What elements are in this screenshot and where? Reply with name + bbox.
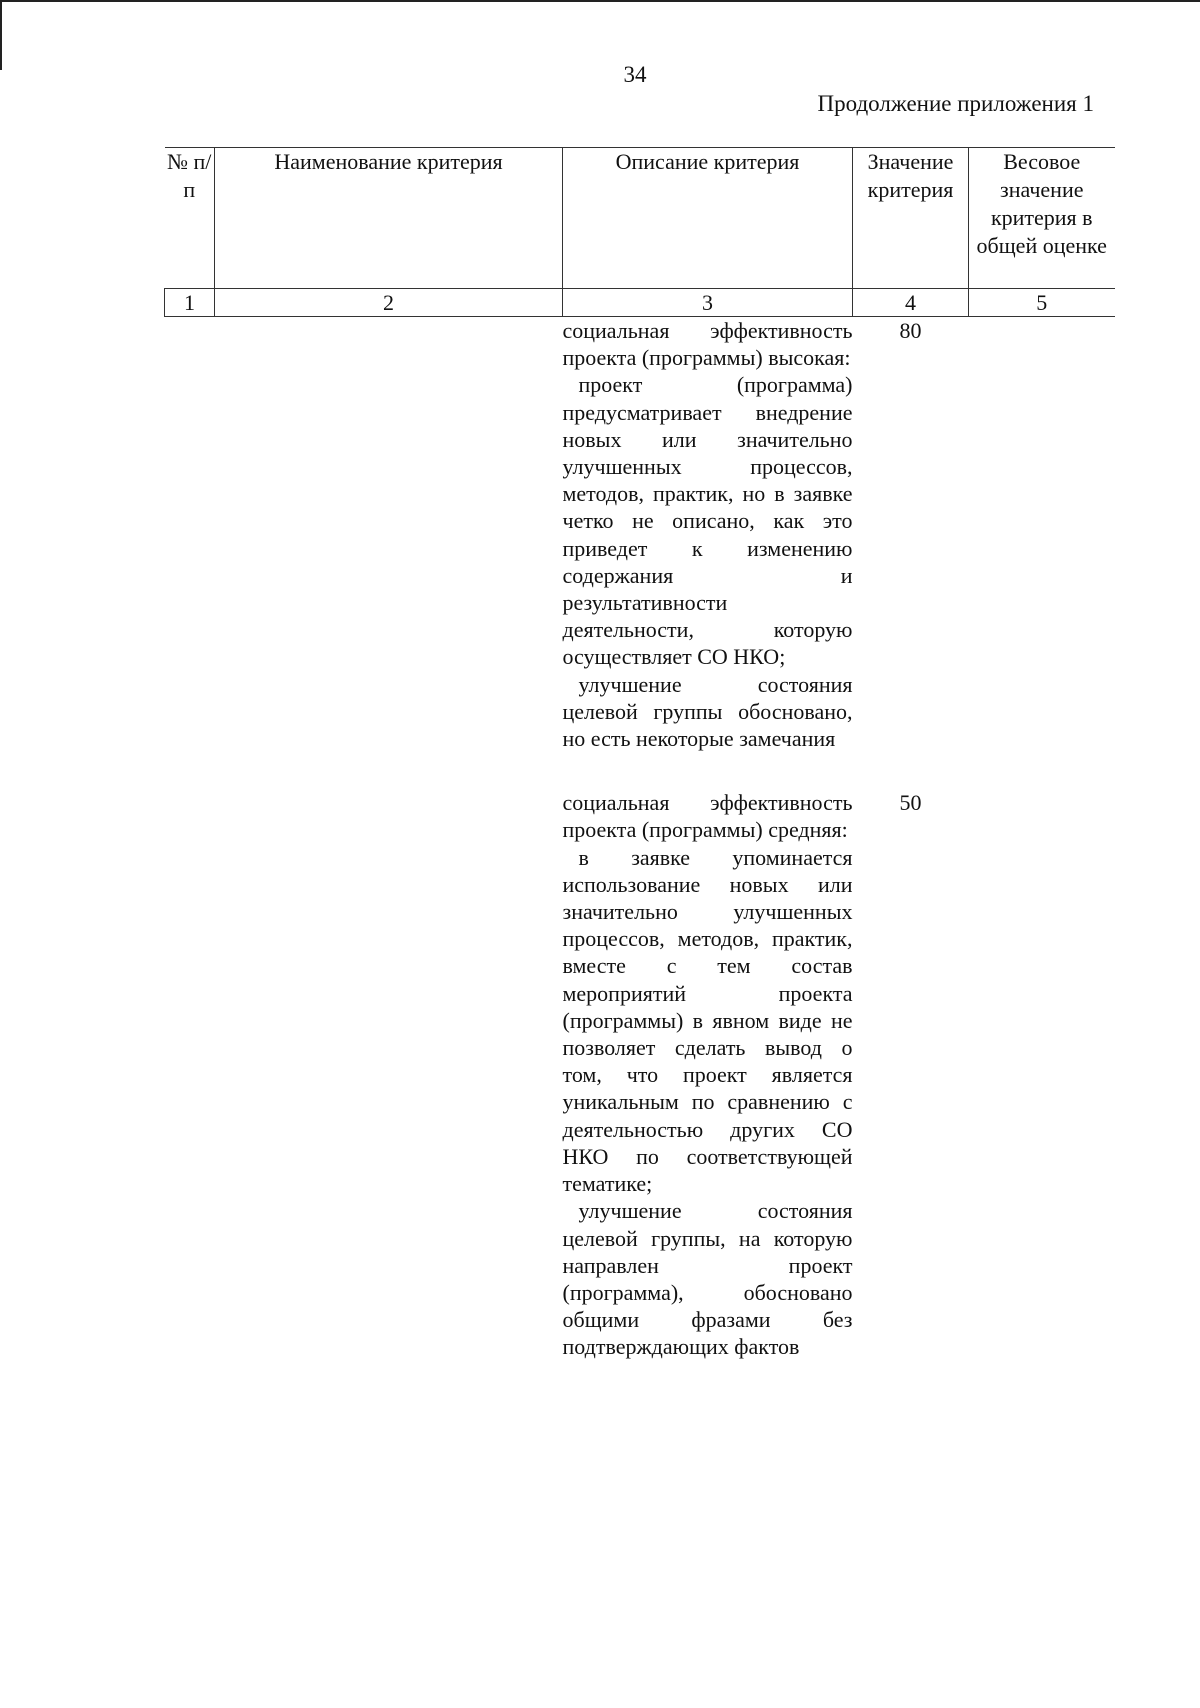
header-criterion-name: Наименование критерия xyxy=(215,148,563,289)
column-number: 1 xyxy=(165,289,215,317)
description-paragraph: проект (программа) предусматривает внедрение новых или значительно улучшенных процессов, методов, практик, но в заявке четко не описано, как это приведет к изменению содержания и результативности деятельности, которую осуществляет СО НКО; xyxy=(562,372,853,670)
cell-number xyxy=(165,317,215,1398)
cell-value xyxy=(853,317,969,1398)
scan-border-top xyxy=(0,0,1200,2)
description-block-medium xyxy=(563,789,853,1360)
cell-criterion-name xyxy=(215,317,563,1398)
header-number: № п/п xyxy=(165,148,215,289)
column-number: 2 xyxy=(215,289,563,317)
column-number: 5 xyxy=(969,289,1115,317)
continuation-label: Продолжение приложения 1 xyxy=(817,91,1094,116)
header-weight: Весовое значение критерия в общей оценке xyxy=(969,148,1115,289)
cell-weight xyxy=(969,317,1115,1398)
description-block-high xyxy=(563,317,853,752)
table-row xyxy=(165,317,1115,1398)
column-number: 3 xyxy=(563,289,853,317)
description-paragraph: в заявке упоминается использование новых или значительно улучшенных процессов, методов, практик, вместе с тем состав мероприятий проекта (программы) в явном виде не позволяет сделать вывод о том, что проект является уникальным по сравнению с деятельностью других СО НКО по соответствующей тематике; xyxy=(562,844,853,1197)
description-paragraph: социальная эффективность проекта (программы) средняя: xyxy=(562,790,853,843)
header-criterion-value: Значение критерия xyxy=(853,148,969,289)
column-number: 4 xyxy=(853,289,969,317)
criterion-value-medium: 50 xyxy=(899,790,922,816)
column-number-row xyxy=(165,289,1115,317)
criteria-table xyxy=(164,147,1115,1398)
criterion-value-high: 80 xyxy=(899,318,922,343)
description-paragraph: улучшение состояния целевой группы обосновано, но есть некоторые замечания xyxy=(562,671,853,752)
scan-border-left xyxy=(0,0,2,70)
description-paragraph: улучшение состояния целевой группы, на которую направлен проект (программа), обосновано общими фразами без подтверждающих фактов xyxy=(562,1198,853,1360)
header-criterion-description: Описание критерия xyxy=(563,148,853,289)
description-paragraph: социальная эффективность проекта (программы) высокая: xyxy=(562,318,853,371)
cell-description xyxy=(563,317,853,1398)
page-number: 34 xyxy=(623,62,647,87)
table-header-row xyxy=(165,148,1115,289)
